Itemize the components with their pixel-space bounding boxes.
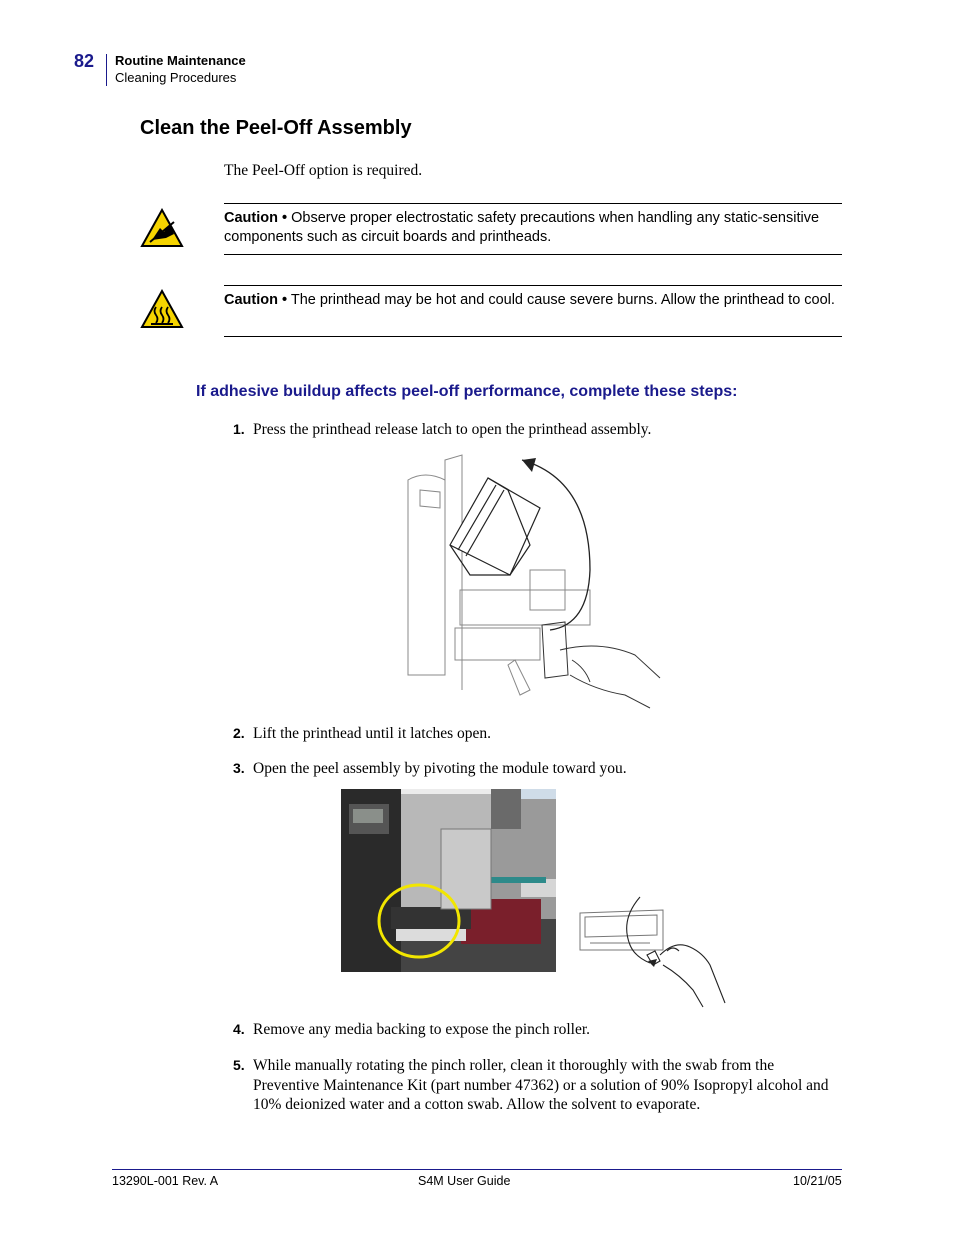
- chapter-title: Routine Maintenance: [115, 53, 246, 68]
- hot-surface-caution-icon: [140, 289, 184, 329]
- esd-caution-icon: [140, 208, 184, 248]
- step-2: [233, 725, 245, 743]
- caution-label: Caution •: [224, 210, 288, 226]
- caution-text: Observe proper electrostatic safety precautions when handling any static-sensitive components such as circuit boards and printheads.: [224, 210, 820, 245]
- step-1-text: Press the printhead release latch to open the printhead assembly.: [253, 421, 652, 438]
- step-5-text: While manually rotating the pinch roller, clean it thoroughly with the swab from the Preventive Maintenance Kit (part number 47362) or a solution of 90% Isopropyl alcohol and 10% deionized water and a cotton swab. Allow the solvent to evaporate.: [253, 1057, 829, 1113]
- step-3: [233, 760, 245, 778]
- step-number: 2.: [233, 725, 245, 741]
- procedure-heading: If adhesive buildup affects peel-off performance, complete these steps:: [196, 383, 738, 400]
- caution-label: Caution •: [224, 292, 288, 308]
- pivot-peel-module-illustration: [575, 895, 735, 1010]
- footer-date: 10/21/05: [793, 1174, 842, 1188]
- peel-assembly-photo: [341, 789, 556, 972]
- section-title: Cleaning Procedures: [115, 70, 237, 85]
- step-5: [233, 1057, 245, 1075]
- step-2-text: Lift the printhead until it latches open.: [253, 725, 492, 742]
- header-divider: [106, 54, 107, 86]
- printhead-open-illustration: [400, 450, 665, 712]
- caution-hot-surface: [224, 285, 842, 337]
- caution-text: The printhead may be hot and could cause severe burns. Allow the printhead to cool.: [287, 292, 835, 308]
- step-4-text: Remove any media backing to expose the pinch roller.: [253, 1021, 591, 1038]
- footer-guide-title: S4M User Guide: [418, 1174, 511, 1188]
- step-number: 4.: [233, 1021, 245, 1037]
- caution-esd: [224, 203, 842, 255]
- step-3-text: Open the peel assembly by pivoting the module toward you.: [253, 760, 627, 777]
- page-title: Clean the Peel-Off Assembly: [140, 117, 412, 139]
- step-number: 5.: [233, 1057, 245, 1073]
- step-number: 1.: [233, 421, 245, 437]
- footer-document-number: 13290L-001 Rev. A: [112, 1174, 219, 1188]
- footer-divider: [112, 1169, 842, 1170]
- intro-text: The Peel-Off option is required.: [224, 162, 423, 179]
- page-number: 82: [74, 51, 95, 71]
- step-4: [233, 1021, 245, 1039]
- step-number: 3.: [233, 760, 245, 776]
- step-1: [233, 421, 245, 439]
